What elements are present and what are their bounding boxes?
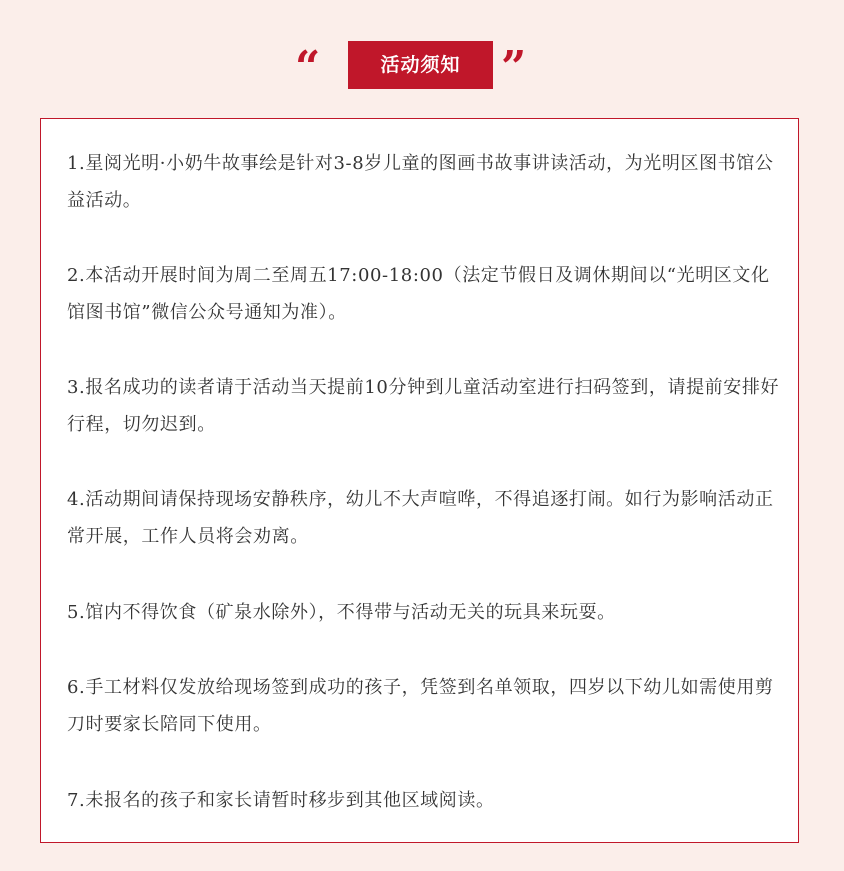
notice-item: 3.报名成功的读者请于活动当天提前10分钟到儿童活动室进行扫码签到，请提前安排好行程，切勿迟到。 [67,377,780,435]
notice-item: 1.星阅光明·小奶牛故事绘是针对3-8岁儿童的图画书故事讲读活动，为光明区图书馆公益活动。 [67,153,774,211]
notice-item: 4.活动期间请保持现场安静秩序，幼儿不大声喧哗，不得追逐打闹。如行为影响活动正常开展，工作人员将会劝离。 [67,489,774,547]
notice-item: 5.馆内不得饮食（矿泉水除外），不得带与活动无关的玩具来玩耍。 [67,602,616,623]
notice-item: 2.本活动开展时间为周二至周五17:00-18:00（法定节假日及调休期间以“光明区文化馆图书馆”微信公众号通知为准）。 [67,265,770,323]
notice-item: 6.手工材料仅发放给现场签到成功的孩子，凭签到名单领取，四岁以下幼儿如需使用剪刀时要家长陪同下使用。 [67,677,774,735]
close-quote-icon: ” [501,42,527,93]
section-header [0,41,844,93]
open-quote-icon: “ [295,42,321,93]
notice-item: 7.未报名的孩子和家长请暂时移步到其他区域阅读。 [67,790,495,811]
section-title: 活动须知 [348,41,493,89]
notice-panel [40,118,799,843]
